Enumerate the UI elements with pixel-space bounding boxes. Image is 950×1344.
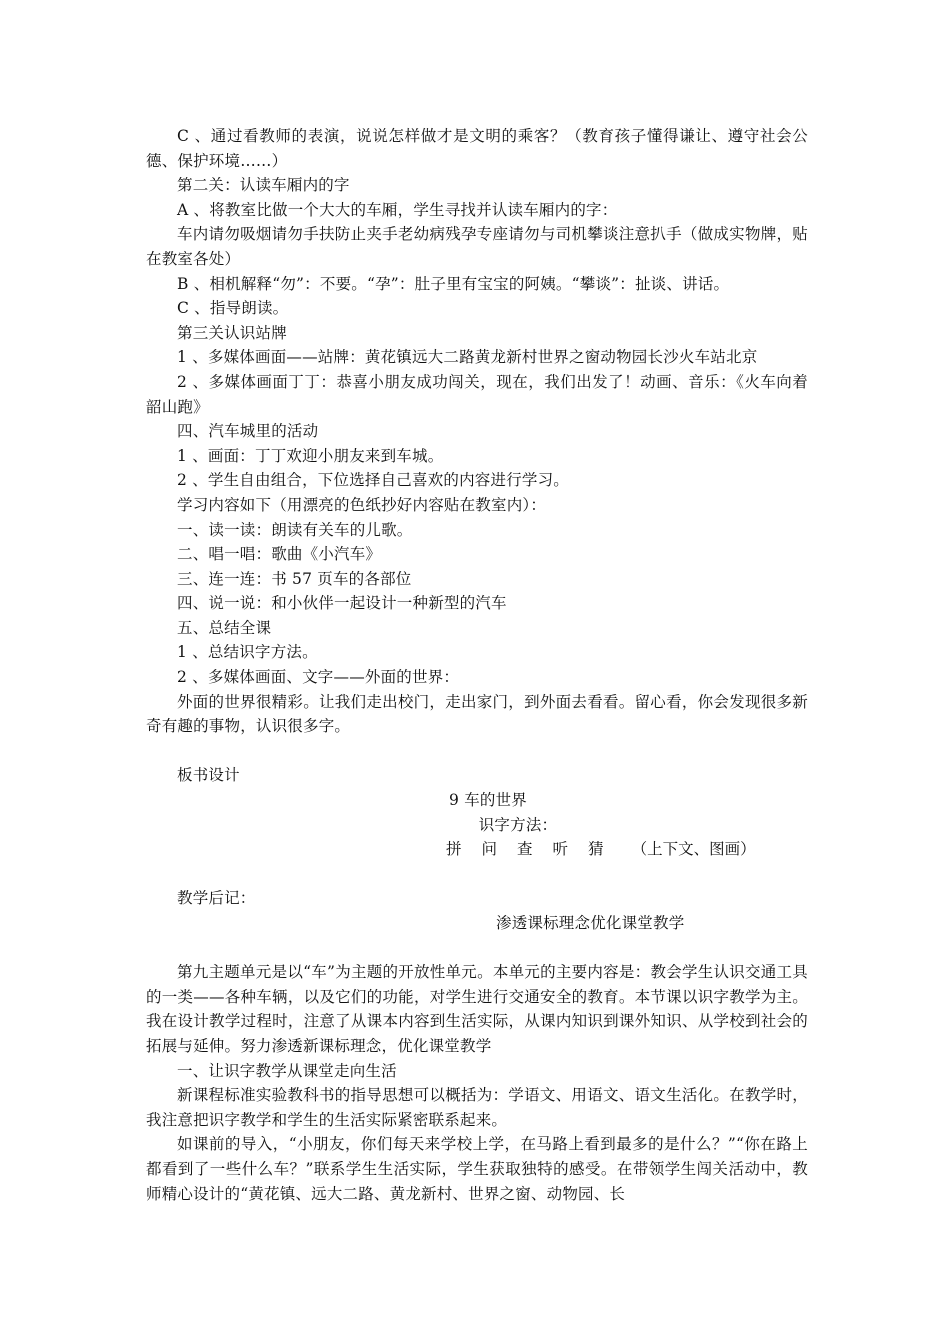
section-heading: 第三关认识站牌 xyxy=(177,323,287,342)
paragraph: 第二关：认读车厢内的字 xyxy=(177,176,350,195)
paragraph: 车内请勿吸烟请勿手扶防止夹手老幼病残孕专座请勿与司机攀谈注意扒手（做成实物牌，贴在教室各处） xyxy=(146,225,808,268)
spacer xyxy=(146,739,808,764)
section-heading: 四、汽车城里的活动 xyxy=(177,422,319,441)
board-design-heading: 板书设计 xyxy=(177,766,240,785)
paragraph: 新课程标准实验教科书的指导思想可以概括为：学语文、用语文、语文生活化。在教学时，我注意把识字教学和学生的生活实际紧密联系起来。 xyxy=(146,1086,808,1129)
method-item: 查 xyxy=(517,840,533,859)
document-body xyxy=(146,124,808,1206)
paragraph: 2 、学生自由组合，下位选择自己喜欢的内容进行学习。 xyxy=(177,471,569,490)
method-note: （上下文、图画） xyxy=(631,840,756,859)
paragraph: C 、指导朗读。 xyxy=(177,299,289,318)
list-item: 四、说一说：和小伙伴一起设计一种新型的汽车 xyxy=(177,594,507,613)
method-item: 听 xyxy=(552,840,569,859)
paragraph: 2 、多媒体画面、文字——外面的世界： xyxy=(177,668,460,687)
list-item: 二、唱一唱：歌曲《小汽车》 xyxy=(177,545,382,564)
method-item: 猜 xyxy=(588,840,604,859)
list-item: 三、连一连：书 57 页车的各部位 xyxy=(177,569,412,588)
paragraph: 学习内容如下（用漂亮的色纸抄好内容贴在教室内）： xyxy=(177,495,547,514)
paragraph: 第九主题单元是以“车”为主题的开放性单元。本单元的主要内容是：教会学生认识交通工具的一类——各种车辆，以及它们的功能，对学生进行交通安全的教育。本节课以识字教学为主。我在设计教学过程时，注意了从课本内容到生活实际，从课内知识到课外知识、从学校到社会的拓展与延伸。努力渗透新课标理念，优化课堂教学 xyxy=(146,963,808,1055)
board-methods xyxy=(146,837,808,862)
paragraph: 如课前的导入，“小朋友，你们每天来学校上学，在马路上看到最多的是什么？”“你在路上都看到了一些什么车？”联系学生生活实际，学生获取独特的感受。在带领学生闯关活动中，教师精心设计的“黄花镇、远大二路、黄龙新村、世界之窗、动物园、长 xyxy=(146,1135,808,1203)
paragraph: 1 、总结识字方法。 xyxy=(177,643,318,662)
paragraph: A 、将教室比做一个大大的车厢，学生寻找并认读车厢内的字： xyxy=(177,200,618,219)
method-item: 问 xyxy=(481,840,498,859)
section-heading: 五、总结全课 xyxy=(177,618,272,637)
afterword-title: 渗透课标理念优化课堂教学 xyxy=(496,914,685,932)
section-heading: 一、让识字教学从课堂走向生活 xyxy=(177,1061,397,1080)
list-item: 一、读一读：朗读有关车的儿歌。 xyxy=(177,520,413,539)
paragraph: 1 、画面：丁丁欢迎小朋友来到车城。 xyxy=(177,446,444,465)
paragraph: 2 、多媒体画面丁丁：恭喜小朋友成功闯关，现在，我们出发了！动画、音乐：《火车向着韶山跑》 xyxy=(146,372,808,416)
board-title: 9 车的世界 xyxy=(449,791,527,810)
paragraph: B 、相机解释“勿”：不要。“孕”：肚子里有宝宝的阿姨。“攀谈”：扯谈、讲话。 xyxy=(177,274,730,293)
paragraph: 外面的世界很精彩。让我们走出校门，走出家门，到外面去看看。留心看，你会发现很多新奇有趣的事物，认识很多字。 xyxy=(146,692,808,736)
paragraph: 1 、多媒体画面——站牌：黄花镇远大二路黄龙新村世界之窗动物园长沙火车站北京 xyxy=(177,348,758,367)
afterword-heading: 教学后记： xyxy=(177,889,256,908)
spacer xyxy=(146,862,808,887)
paragraph: C 、通过看教师的表演，说说怎样做才是文明的乘客？（教育孩子懂得谦让、遵守社会公德、保护环境……） xyxy=(146,127,808,170)
board-subtitle: 识字方法： xyxy=(478,815,558,834)
method-item: 拼 xyxy=(446,840,462,859)
spacer xyxy=(146,936,808,961)
